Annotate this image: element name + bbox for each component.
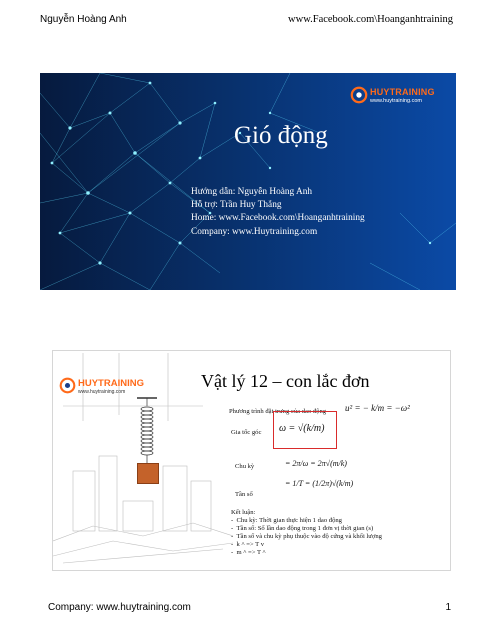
page-number: 1: [445, 602, 451, 613]
physics-slide: [52, 350, 451, 571]
credit-line[interactable]: Company: www.Huytraining.com: [191, 226, 318, 237]
conclusion-item: - Tần số và chu kỳ phụ thuộc vào độ cứng và khối lượng: [231, 533, 382, 540]
spring-drawing: [137, 398, 157, 463]
omega-formula: ω = √(k/m): [279, 423, 325, 434]
characteristic-equation: u² = − k/m = −ω²: [345, 403, 410, 413]
credit-line: Hỗ trợ: Trần Huy Thắng: [191, 200, 282, 211]
angular-acceleration-label: Gia tốc góc: [231, 429, 262, 436]
logo-url: www.huytraining.com: [370, 98, 422, 104]
slide-credits: [191, 186, 365, 239]
credit-line[interactable]: Home: www.Facebook.com\Hoanganhtraining: [191, 213, 365, 224]
conclusion-item: - Chu kỳ: Thời gian thực hiện 1 dao động: [231, 517, 342, 524]
logo-url: www.huytraining.com: [78, 389, 126, 395]
slide-title: Gió động: [234, 122, 328, 149]
mass-block: [137, 463, 159, 484]
huytraining-logo: [59, 377, 149, 399]
equation-label: Phương trình đặt trưng của dao động: [229, 408, 327, 415]
slide-title: Vật lý 12 – con lắc đơn: [201, 371, 370, 391]
period-label: Chu kỳ: [235, 463, 255, 470]
logo-brand: HUYTRAINING: [78, 378, 144, 389]
conclusion-item: - m ^ => T ^: [231, 549, 266, 556]
huytraining-logo: [350, 85, 442, 109]
credit-line: Hướng dẫn: Nguyễn Hoàng Anh: [191, 187, 312, 197]
conclusion-item: - k ^ => T v: [231, 541, 265, 548]
conclusion-label: Kết luận:: [231, 509, 256, 516]
logo-circle-icon: [59, 377, 76, 394]
logo-circle-icon: [350, 86, 368, 104]
header-author: Nguyễn Hoàng Anh: [40, 14, 127, 25]
logo-brand: HUYTRAINING: [370, 87, 435, 97]
period-formula: = 2π/ω = 2π√(m/k): [285, 459, 347, 468]
conclusion-item: - Tần số: Số lần dao động trong 1 đơn vị thời gian (s): [231, 525, 374, 532]
footer-company[interactable]: Company: www.huytraining.com: [48, 602, 191, 613]
title-slide: [40, 73, 456, 290]
header-facebook[interactable]: www.Facebook.com\Hoanganhtraining: [288, 14, 453, 25]
frequency-label: Tần số: [235, 491, 253, 498]
frequency-formula: = 1/T = (1/2π)√(k/m): [285, 479, 354, 488]
